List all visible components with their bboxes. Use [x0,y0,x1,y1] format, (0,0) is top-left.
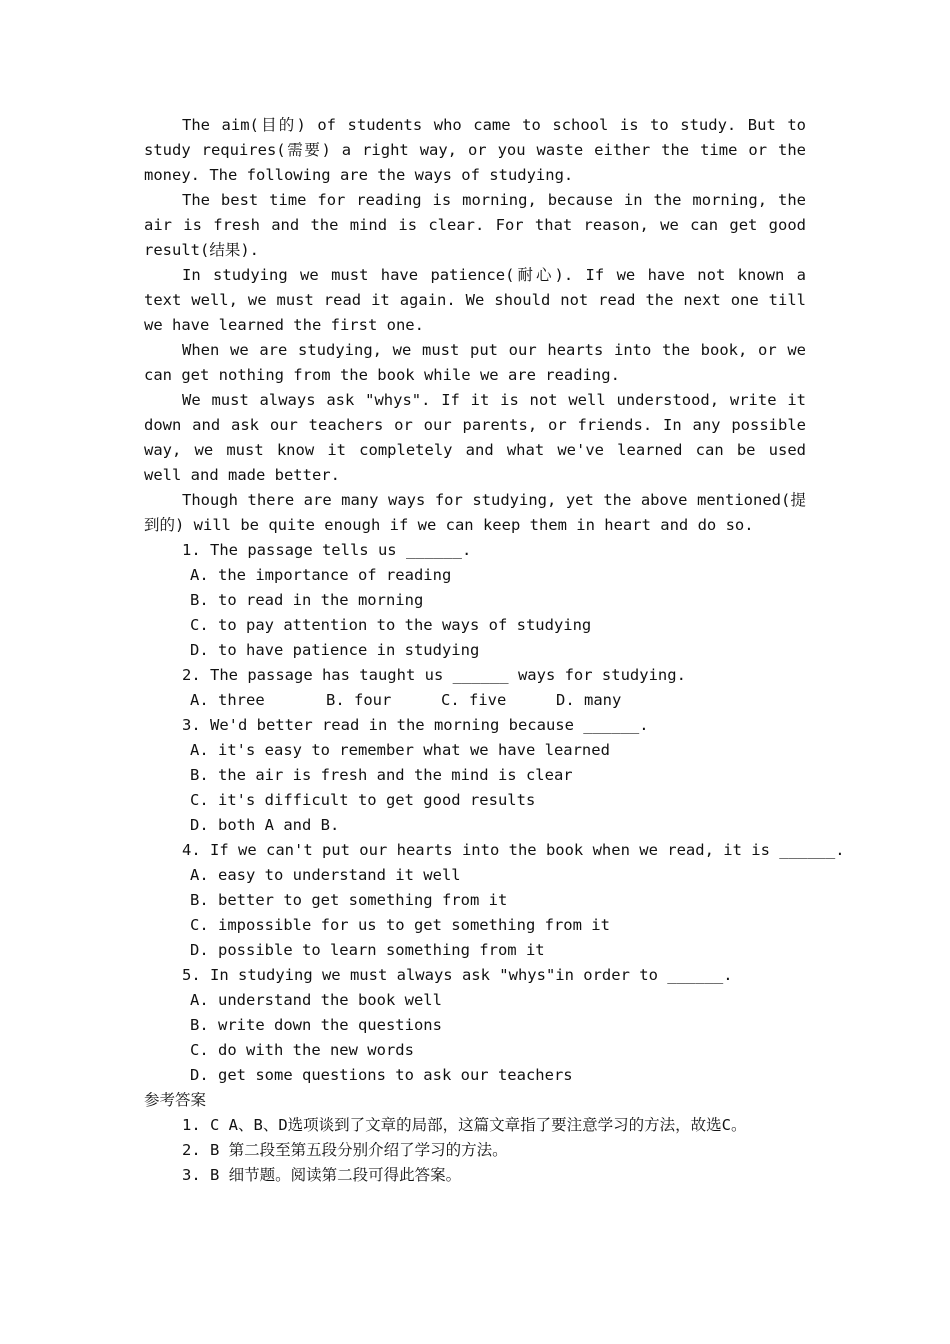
option-b: B. better to get something from it [190,891,508,909]
question-3 [144,713,806,838]
passage-paragraph-6: Though there are many ways for studying, yet the above mentioned(提到的) will be quite enough if we can keep them in heart and do so. [144,491,806,534]
option-b: B. four [326,691,392,709]
option-d: D. both A and B. [190,816,340,834]
question-1 [144,538,806,663]
question-stem: 2. The passage has taught us ______ ways for studying. [182,666,686,684]
answer-key-heading: 参考答案 [144,1091,207,1109]
option-a: A. understand the book well [190,991,442,1009]
option-a: A. the importance of reading [190,566,452,584]
reading-passage [144,113,806,538]
option-d: D. possible to learn something from it [190,941,545,959]
option-b: B. write down the questions [190,1016,442,1034]
question-stem: 1. The passage tells us ______. [182,541,472,559]
answer-key [144,1088,806,1188]
question-list [144,538,845,1088]
option-a: A. three [190,691,265,709]
passage-paragraph-1: The aim(目的) of students who came to school is to study. But to study requires(需要) a right way, or you waste either the time or the money. The following are the ways of studying. [144,116,806,184]
option-b: B. to read in the morning [190,591,424,609]
option-d: D. to have patience in studying [190,641,480,659]
option-c: C. it's difficult to get good results [190,791,536,809]
option-c: C. do with the new words [190,1041,414,1059]
question-2 [144,663,806,713]
document-page [144,113,845,1188]
option-d: D. get some questions to ask our teachers [190,1066,573,1084]
question-stem: 5. In studying we must always ask "whys"in order to ______. [182,966,733,984]
option-c: C. to pay attention to the ways of studying [190,616,592,634]
option-c: C. impossible for us to get something from it [190,916,610,934]
passage-paragraph-4: When we are studying, we must put our hearts into the book, or we can get nothing from the book while we are reading. [144,341,806,384]
option-a: A. it's easy to remember what we have learned [190,741,610,759]
passage-paragraph-5: We must always ask "whys". If it is not well understood, write it down and ask our teachers or our parents, or friends. In any possible way, we must know it completely and what we've learned can be used well and made better. [144,391,806,484]
option-b: B. the air is fresh and the mind is clear [190,766,573,784]
question-4 [144,838,845,963]
answer-item-3: 3. B 细节题。阅读第二段可得此答案。 [182,1166,462,1184]
option-d: D. many [556,691,622,709]
question-stem: 3. We'd better read in the morning because ______. [182,716,649,734]
option-c: C. five [441,691,507,709]
question-5 [144,963,806,1088]
answer-item-2: 2. B 第二段至第五段分别介绍了学习的方法。 [182,1141,508,1159]
passage-paragraph-3: In studying we must have patience(耐心). If we have not known a text well, we must read it again. We should not read the next one till we have learned the first one. [144,266,806,334]
answer-item-1: 1. C A、B、D选项谈到了文章的局部，这篇文章指了要注意学习的方法，故选C。 [182,1116,747,1134]
question-stem: 4. If we can't put our hearts into the book when we read, it is ______. [182,841,845,859]
inline-options [144,688,806,713]
option-a: A. easy to understand it well [190,866,461,884]
passage-paragraph-2: The best time for reading is morning, because in the morning, the air is fresh and the mind is clear. For that reason, we can get good result(结果). [144,191,806,259]
